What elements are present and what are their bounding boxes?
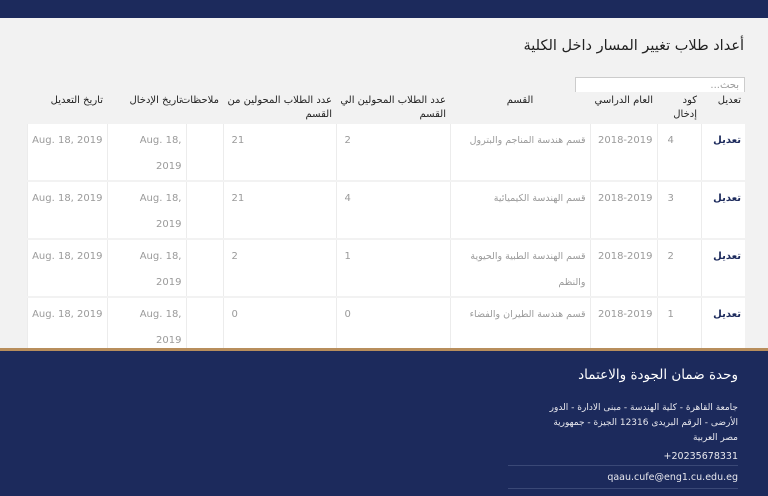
footer-separator — [508, 465, 738, 466]
footer-separator — [508, 488, 738, 489]
entry-code: 4 — [657, 124, 701, 181]
notes — [186, 297, 223, 355]
top-nav-bar — [0, 0, 768, 18]
department: قسم الهندسة الكيميائية — [450, 181, 590, 239]
department: قسم هندسة الطيران والفضاء — [450, 297, 590, 355]
header-entry-date[interactable]: تاريخ الإدخال — [107, 92, 186, 124]
header-transferred-from[interactable]: عدد الطلاب المحولين من القسم — [223, 92, 336, 124]
edit-link[interactable]: تعديل — [701, 297, 745, 355]
footer — [0, 351, 768, 496]
table-header-row — [27, 92, 745, 124]
academic-year: 2018-2019 — [590, 181, 657, 239]
entry-date: Aug. 18, 2019 — [107, 124, 186, 181]
entry-date: Aug. 18, 2019 — [107, 239, 186, 297]
data-table — [27, 92, 746, 356]
transferred-to-count: 0 — [336, 297, 450, 355]
header-edit[interactable]: تعديل — [701, 92, 745, 124]
department: قسم الهندسة الطبية والحيوية والنظم — [450, 239, 590, 297]
entry-code: 2 — [657, 239, 701, 297]
academic-year: 2018-2019 — [590, 124, 657, 181]
search-input[interactable] — [575, 77, 745, 93]
header-notes[interactable]: ملاحظات — [186, 92, 223, 124]
notes — [186, 181, 223, 239]
entry-code: 1 — [657, 297, 701, 355]
notes — [186, 239, 223, 297]
entry-date: Aug. 18, 2019 — [107, 297, 186, 355]
header-dept[interactable]: القسم — [450, 92, 590, 124]
transferred-to-count: 4 — [336, 181, 450, 239]
transferred-from-count: 0 — [223, 297, 336, 355]
edit-date: Aug. 18, 2019 — [27, 239, 107, 297]
table-row — [27, 124, 745, 181]
main-content — [0, 18, 768, 348]
header-edit-date[interactable]: تاريخ التعديل — [27, 92, 107, 124]
footer-email[interactable]: qaau.cufe@eng1.cu.edu.eg — [607, 472, 738, 483]
department: قسم هندسة المناجم والبترول — [450, 124, 590, 181]
table-row — [27, 297, 745, 355]
edit-date: Aug. 18, 2019 — [27, 181, 107, 239]
footer-title: وحدة ضمان الجودة والاعتماد — [578, 367, 738, 383]
page-title: أعداد طلاب تغيير المسار داخل الكلية — [523, 38, 744, 54]
notes — [186, 124, 223, 181]
entry-code: 3 — [657, 181, 701, 239]
transferred-from-count: 21 — [223, 181, 336, 239]
academic-year: 2018-2019 — [590, 239, 657, 297]
transferred-from-count: 2 — [223, 239, 336, 297]
table-row — [27, 181, 745, 239]
edit-date: Aug. 18, 2019 — [27, 124, 107, 181]
transferred-to-count: 1 — [336, 239, 450, 297]
academic-year: 2018-2019 — [590, 297, 657, 355]
edit-link[interactable]: تعديل — [701, 124, 745, 181]
footer-address: جامعة القاهرة - كلية الهندسة - مبنى الادارة - الدور الأرضى - الرقم البريدى 12316 الجيزة - جمهورية مصر العربية — [549, 403, 738, 443]
footer-phone[interactable]: +20235678331 — [663, 451, 738, 462]
edit-date: Aug. 18, 2019 — [27, 297, 107, 355]
transferred-from-count: 21 — [223, 124, 336, 181]
header-year[interactable]: العام الدراسي — [590, 92, 657, 124]
header-code[interactable]: كود إدخال — [657, 92, 701, 124]
header-transferred-to[interactable]: عدد الطلاب المحولين الي القسم — [336, 92, 450, 124]
entry-date: Aug. 18, 2019 — [107, 181, 186, 239]
transferred-to-count: 2 — [336, 124, 450, 181]
edit-link[interactable]: تعديل — [701, 181, 745, 239]
table-row — [27, 239, 745, 297]
edit-link[interactable]: تعديل — [701, 239, 745, 297]
